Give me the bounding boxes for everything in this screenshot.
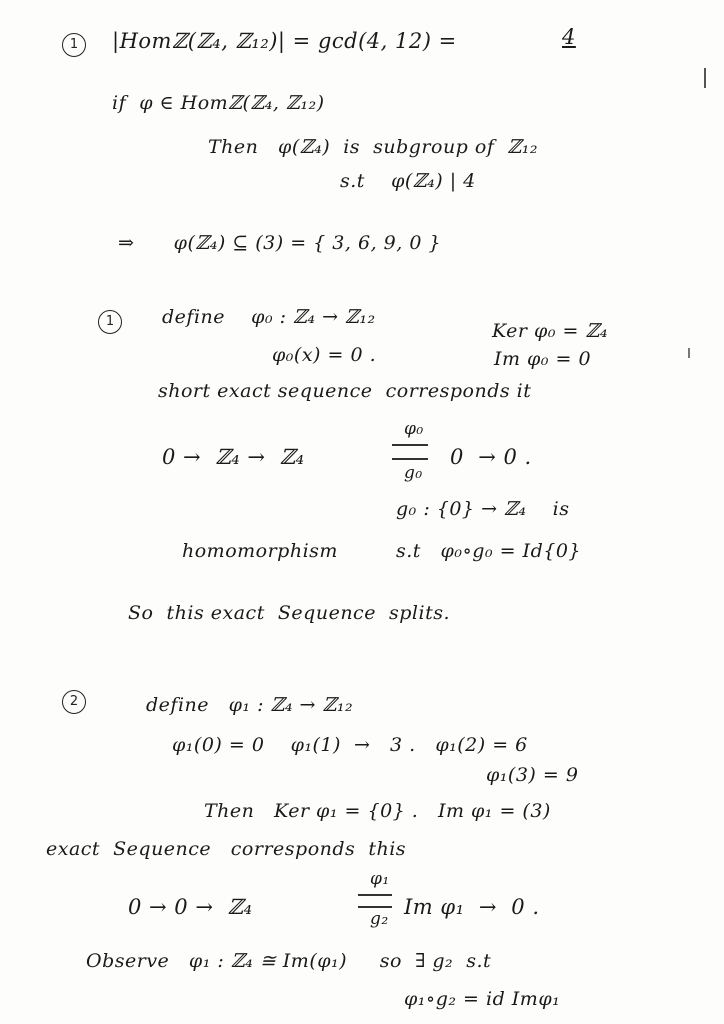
hom-count-line: |Homℤ(ℤ₄, ℤ₁₂)| = gcd(4, 12) = [112, 29, 457, 53]
sequence-2-right: Im φ₁ → 0 . [404, 895, 540, 919]
assumption-line: if φ ∈ Homℤ(ℤ₄, ℤ₁₂) [112, 92, 325, 114]
sequence-2-map-top: φ₁ [370, 869, 390, 889]
subgroup-line: Then φ(ℤ₄) is subgroup of ℤ₁₂ [208, 136, 539, 158]
g0-definition: g₀ : {0} → ℤ₄ is [396, 498, 570, 520]
isomorphism-observation: Observe φ₁ : ℤ₄ ≅ Im(φ₁) so ∃ g₂ s.t [86, 950, 492, 972]
image-subset-line: ⇒ φ(ℤ₄) ⊆ (3) = { 3, 6, 9, 0 } [118, 232, 442, 254]
splits-conclusion: So this exact Sequence splits. [128, 602, 451, 624]
kernel-phi0: Ker φ₀ = ℤ₄ [492, 320, 608, 342]
homomorphism-word: homomorphism [182, 540, 338, 562]
phi0-formula: φ₀(x) = 0 . [272, 344, 377, 366]
item-number-circle: 1 [62, 33, 86, 57]
sequence-1-right: 0 → 0 . [450, 445, 532, 469]
sequence-1-left: 0 → ℤ₄ → ℤ₄ [162, 445, 305, 469]
image-phi0: Im φ₀ = 0 [494, 348, 592, 370]
divisibility-line: s.t φ(ℤ₄) | 4 [340, 170, 476, 192]
section-identity-line: φ₁∘g₂ = id Imφ₁ [404, 988, 561, 1010]
phi1-value-3: φ₁(3) = 9 [486, 764, 579, 786]
define-phi1-line: define φ₁ : ℤ₄ → ℤ₁₂ [146, 694, 354, 716]
sequence-1-arrow-top [392, 444, 428, 446]
exact-sequence-line-2: exact Sequence corresponds this [46, 838, 407, 860]
hom-count-answer: 4 [562, 25, 576, 49]
margin-mark [704, 68, 706, 88]
define-phi0-line: define φ₀ : ℤ₄ → ℤ₁₂ [162, 306, 376, 328]
sequence-2-left: 0 → 0 → ℤ₄ [128, 895, 253, 919]
sequence-1-map-bottom: g₀ [404, 463, 423, 483]
g0-section-condition: s.t φ₀∘g₀ = Id{0} [396, 540, 581, 562]
sequence-2-arrow-top [358, 894, 392, 896]
sequence-1-arrow-bottom [392, 458, 428, 460]
case-number-circle-2: 2 [62, 690, 86, 714]
case-number-circle: 1 [98, 310, 122, 334]
phi1-values-line: φ₁(0) = 0 φ₁(1) → 3 . φ₁(2) = 6 [172, 734, 528, 756]
short-exact-sequence-line: short exact sequence corresponds it [158, 380, 532, 402]
sequence-2-map-bottom: g₂ [370, 909, 389, 929]
sequence-1-map-top: φ₀ [404, 419, 424, 439]
kernel-image-phi1: Then Ker φ₁ = {0} . Im φ₁ = (3) [204, 800, 551, 822]
margin-mark [688, 348, 690, 358]
